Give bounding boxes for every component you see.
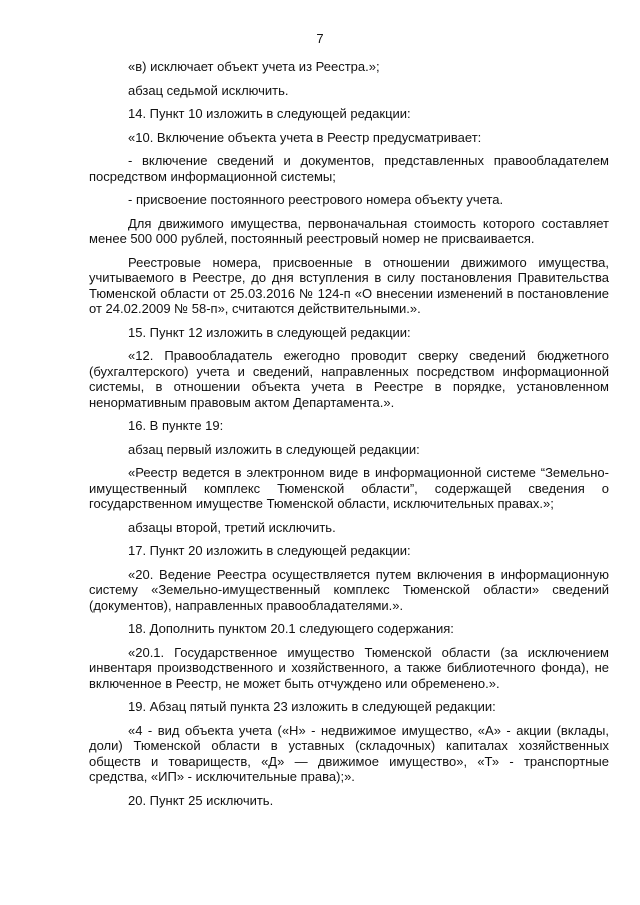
paragraph-20: «4 - вид объекта учета («Н» - недвижимое имущество, «А» - акции (вклады, доли) Тюменской области в уставных (складочных) капиталах хозяйственных обществ и товариществ, «Д» — движимое имущество», «Т» - транспортные средства, «ИП» - исключительные права);».	[89, 722, 609, 784]
paragraph-13: «Реестр ведется в электронном виде в информационной системе “Земельно-имущественный комплекс Тюменской области”, содержащей сведения о государственном имуществе Тюменской области, исключительных правах.»;	[89, 465, 609, 511]
paragraph-19: 19. Абзац пятый пункта 23 изложить в следующей редакции:	[128, 699, 496, 714]
document-body	[89, 59, 609, 816]
paragraph-15: 17. Пункт 20 изложить в следующей редакции:	[128, 543, 411, 558]
paragraph-11: 16. В пункте 19:	[128, 418, 224, 433]
paragraph-7: Для движимого имущества, первоначальная стоимость которого составляет менее 500 000 рублей, постоянный реестровый номер не присваивается.	[89, 215, 609, 246]
paragraph-3: 14. Пункт 10 изложить в следующей редакции:	[128, 106, 411, 121]
paragraph-8: Реестровые номера, присвоенные в отношении движимого имущества, учитываемого в Реестре, до дня вступления в силу постановления Правительства Тюменской области от 25.03.2016 № 124-п «О внесении изменений в постановление от 24.02.2009 № 58-п», считаются действительными.».	[89, 254, 609, 316]
paragraph-9: 15. Пункт 12 изложить в следующей редакции:	[128, 324, 411, 340]
paragraph-14: абзацы второй, третий исключить.	[128, 519, 336, 535]
paragraph-6: - присвоение постоянного реестрового номера объекту учета.	[128, 192, 504, 207]
page-number: 7	[316, 31, 324, 46]
paragraph-18: «20.1. Государственное имущество Тюменской области (за исключением инвентаря производственного и хозяйственного, а также библиотечного фонда), не включенное в Реестр, не может быть отчуждено или обременено.».	[89, 644, 609, 691]
paragraph-2: абзац седьмой исключить.	[128, 82, 289, 98]
paragraph-17: 18. Дополнить пунктом 20.1 следующего содержания:	[128, 621, 454, 636]
paragraph-21: 20. Пункт 25 исключить.	[128, 792, 274, 808]
paragraph-10: «12. Правообладатель ежегодно проводит сверку сведений бюджетного (бухгалтерского) учета и сведений, направленных посредством информационной системы, в отношении объекта учета в Реестре в порядке, установленном ненормативным правовым актом Департамента.».	[89, 348, 609, 410]
paragraph-1: «в) исключает объект учета из Реестра.»;	[128, 59, 380, 74]
paragraph-5: - включение сведений и документов, представленных правообладателем посредством информационной системы;	[89, 153, 609, 184]
paragraph-4: «10. Включение объекта учета в Реестр предусматривает:	[128, 129, 482, 145]
paragraph-16: «20. Ведение Реестра осуществляется путем включения в информационную систему «Земельно-имущественный комплекс Тюменской области» сведений (документов), направленных правообладателями.».	[89, 566, 609, 613]
paragraph-12: абзац первый изложить в следующей редакции:	[128, 441, 420, 457]
